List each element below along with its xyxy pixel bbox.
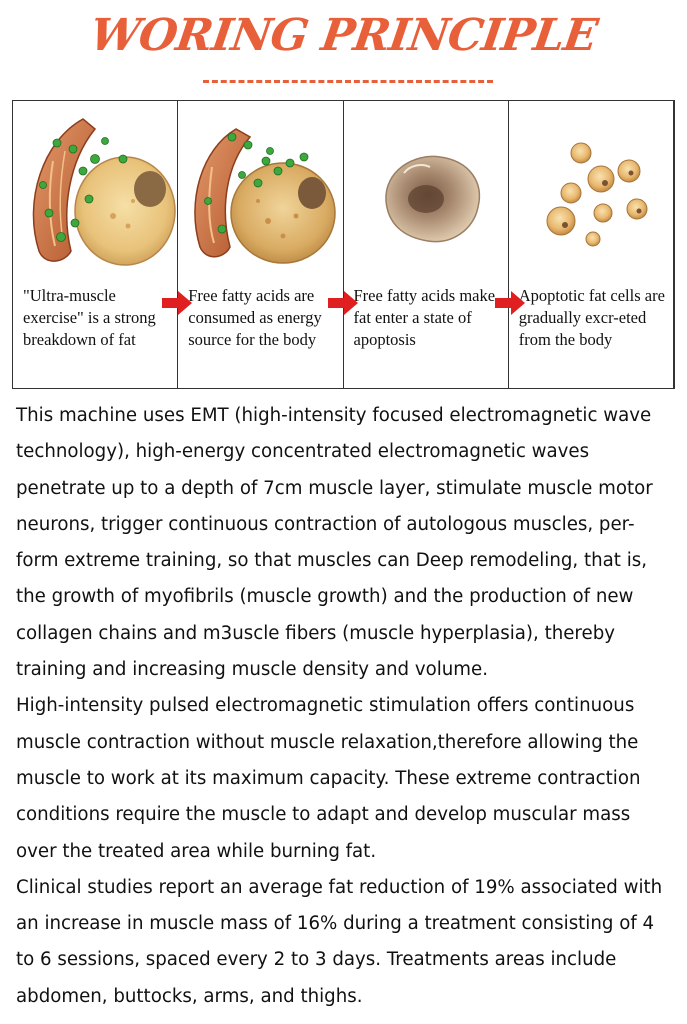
muscle-fat-illustration-1 (13, 101, 178, 281)
stage-caption-1: "Ultra-muscle exercise" is a strong breakdown of fat (23, 286, 156, 349)
stage-caption-4: Apoptotic fat cells are gradually excr-eted from the body (518, 286, 665, 349)
stage-panel-2 (178, 101, 343, 388)
muscle-fat-illustration-2 (178, 101, 343, 281)
paragraph-clinical-studies: Clinical studies report an average fat reduction of 19% associated with an increase in muscle mass of 16% during a treatment consisting of 4 to 6 sessions, spaced every 2 to 3 days. Treatments areas include abdomen, buttocks, arms, and thighs. (16, 876, 663, 1007)
stage-caption-3: Free fatty acids make fat enter a state of apoptosis (353, 286, 496, 349)
title-dashed-divider (203, 80, 493, 83)
paragraph-pulsed-stimulation: High-intensity pulsed electromagnetic stimulation offers continuous muscle contraction without muscle relaxation,therefore allowing the muscle to work at its maximum capacity. These extreme contraction conditions require the muscle to adapt and develop muscular mass over the treated area while burning fat. (16, 695, 641, 862)
red-arrow-icon (328, 291, 358, 315)
apoptosis-fat-cell-illustration (344, 101, 509, 281)
page-title: WORING PRINCIPLE (87, 10, 600, 61)
stage-panel-3 (344, 101, 509, 388)
excreted-fat-cells-illustration (509, 101, 674, 281)
stage-caption-2: Free fatty acids are consumed as energy source for the body (188, 286, 322, 349)
red-arrow-icon (162, 291, 192, 315)
stage-panel-1 (13, 101, 178, 388)
description-text (16, 398, 676, 1015)
stage-panel-4 (509, 101, 674, 388)
process-diagram (12, 100, 675, 389)
paragraph-emt-technology: This machine uses EMT (high-intensity focused electromagnetic wave technology), high-energy concentrated electromagnetic waves penetrate up to a depth of 7cm muscle layer, stimulate muscle motor neurons, trigger continuous contraction of autologous muscles, per-form extreme training, so that muscles can Deep remodeling, that is, the growth of myofibrils (muscle growth) and the production of new collagen chains and m3uscle fibers (muscle hyperplasia), thereby training and increasing muscle density and volume. (16, 405, 653, 681)
red-arrow-icon (495, 291, 525, 315)
